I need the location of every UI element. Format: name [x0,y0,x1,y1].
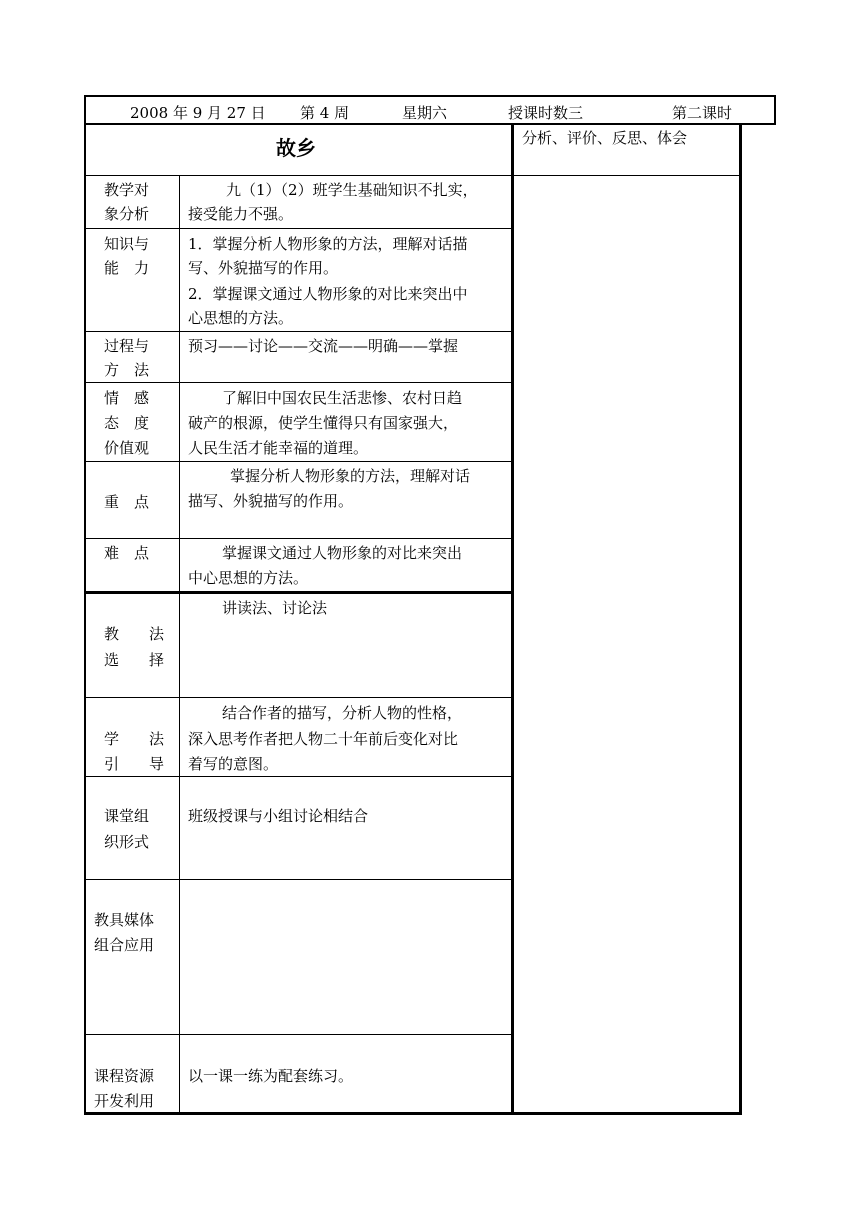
content-knowledge-3: 2．掌握课文通过人物形象的对比来突出中 [188,285,468,303]
content-emotion-3: 人民生活才能幸福的道理。 [188,439,369,457]
row-line [84,697,512,698]
content-process-1: 预习——讨论——交流——明确——掌握 [188,337,459,355]
label-organization-1: 课堂组 [104,807,150,825]
table-divider-main [511,125,514,1115]
content-knowledge-2: 写、外貌描写的作用。 [188,259,339,277]
table-border-left [84,125,86,1115]
row-line [84,1034,512,1035]
side-column-heading: 分析、评价、反思、体会 [522,129,688,147]
label-target-1: 教学对 [104,181,150,199]
label-target-2: 象分析 [104,205,150,223]
lesson-title: 故乡 [276,136,316,160]
label-teaching-2: 选 择 [104,651,165,669]
header-hours: 授课时数三 [508,104,584,122]
label-process-1: 过程与 [104,337,150,355]
content-resources-1: 以一课一练为配套练习。 [188,1067,354,1085]
header-week: 第 4 周 [300,104,350,122]
row-line [84,879,512,880]
label-knowledge-1: 知识与 [104,235,150,253]
content-key-1: 掌握分析人物形象的方法，理解对话 [230,467,471,485]
label-resources-2: 开发利用 [94,1092,155,1110]
content-teaching-1: 讲读法、讨论法 [222,599,328,617]
table-divider-label [179,175,180,1113]
content-organization-1: 班级授课与小组讨论相结合 [188,807,369,825]
label-resources-1: 课程资源 [94,1067,155,1085]
label-key-1: 重 点 [104,493,150,511]
row-line [84,175,742,176]
content-learning-3: 着写的意图。 [188,755,279,773]
header-period: 第二课时 [672,104,733,122]
label-emotion-3: 价值观 [104,439,150,457]
content-target-1: 九（1）（2）班学生基础知识不扎实， [226,181,478,199]
label-learning-1: 学 法 [104,730,165,748]
content-emotion-2: 破产的根源，使学生懂得只有国家强大， [188,414,459,432]
row-line [84,538,512,539]
content-knowledge-1: 1．掌握分析人物形象的方法，理解对话描 [188,235,468,253]
content-key-2: 描写、外貌描写的作用。 [188,492,354,510]
content-emotion-1: 了解旧中国农民生活悲惨、农村日趋 [222,389,463,407]
row-line-thick [84,591,512,594]
row-line [84,382,512,383]
row-line [84,331,512,332]
label-difficult-1: 难 点 [104,544,150,562]
content-difficult-1: 掌握课文通过人物形象的对比来突出 [222,544,463,562]
label-learning-2: 引 导 [104,755,165,773]
table-border-right [739,125,742,1115]
lesson-header [84,95,776,125]
label-media-2: 组合应用 [94,936,155,954]
label-media-1: 教具媒体 [94,911,155,929]
label-emotion-1: 情 感 [104,389,150,407]
label-emotion-2: 态 度 [104,414,150,432]
content-target-2: 接受能力不强。 [188,205,294,223]
label-organization-2: 织形式 [104,833,150,851]
content-learning-1: 结合作者的描写，分析人物的性格， [222,704,463,722]
header-date: 2008 年 9 月 27 日 [130,104,266,122]
row-line [84,776,512,777]
label-process-2: 方 法 [104,361,150,379]
table-border-bottom [84,1112,742,1115]
content-difficult-2: 中心思想的方法。 [188,569,309,587]
header-weekday: 星期六 [402,104,448,122]
content-learning-2: 深入思考作者把人物二十年前后变化对比 [188,730,459,748]
row-line [84,461,512,462]
content-knowledge-4: 心思想的方法。 [188,309,294,327]
label-knowledge-2: 能 力 [104,259,150,277]
label-teaching-1: 教 法 [104,625,165,643]
row-line [84,228,512,229]
